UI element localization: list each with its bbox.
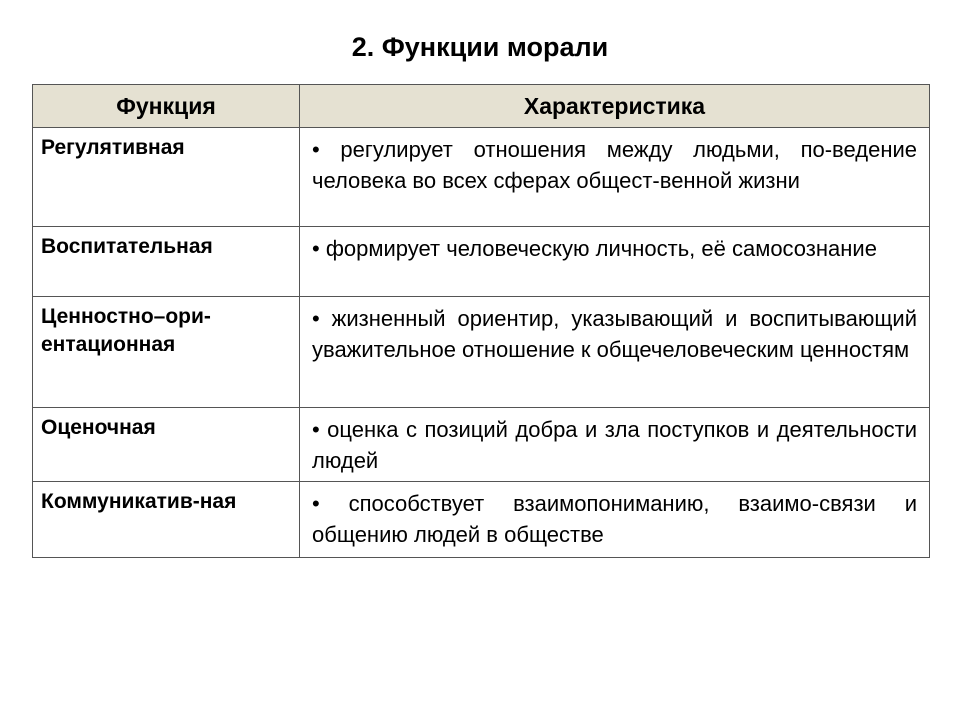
function-description: • формирует человеческую личность, её самосознание	[300, 227, 930, 297]
table-row	[33, 482, 930, 558]
function-name: Регулятивная	[33, 128, 300, 227]
function-name: Ценностно–ори-ентационная	[33, 297, 300, 408]
function-description: • оценка с позиций добра и зла поступков и деятельности людей	[300, 408, 930, 482]
function-name: Оценочная	[33, 408, 300, 482]
table-row	[33, 227, 930, 297]
function-description: • регулирует отношения между людьми, по-ведение человека во всех сферах общест-венной жизни	[300, 128, 930, 227]
table-header-row	[33, 85, 930, 128]
function-name: Воспитательная	[33, 227, 300, 297]
table-row	[33, 297, 930, 408]
functions-table	[32, 84, 930, 558]
function-description: • способствует взаимопониманию, взаимо-связи и общению людей в обществе	[300, 482, 930, 558]
function-name: Коммуникатив-ная	[33, 482, 300, 558]
header-function: Функция	[33, 85, 300, 128]
table-row	[33, 128, 930, 227]
header-characteristic: Характеристика	[300, 85, 930, 128]
page-title: 2. Функции морали	[351, 32, 609, 62]
table-row	[33, 408, 930, 482]
function-description: • жизненный ориентир, указывающий и воспитывающий уважительное отношение к общечеловеческим ценностям	[300, 297, 930, 408]
